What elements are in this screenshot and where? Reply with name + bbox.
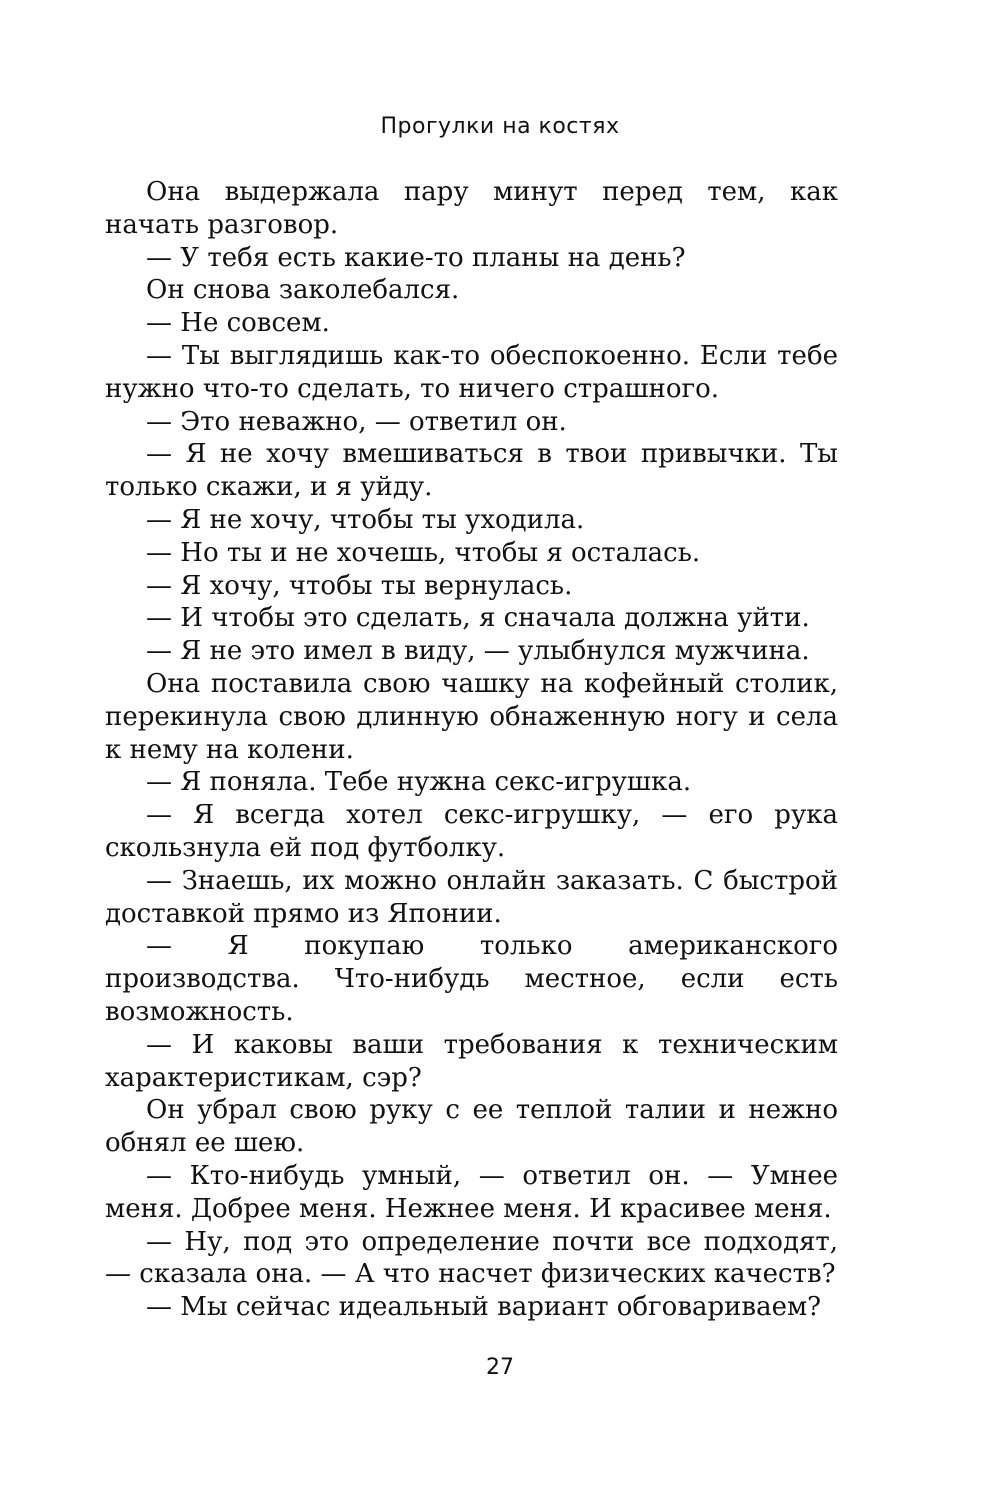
- paragraph: Он снова заколебался.: [146, 275, 460, 306]
- paragraph: — И каковы ваши требования к техническим характеристикам, сэр?: [105, 1029, 838, 1093]
- paragraph: Он убрал свою руку с ее теплой талии и нежно обнял ее шею.: [105, 1095, 838, 1159]
- paragraph: Она выдержала пару минут перед тем, как начать разговор.: [105, 177, 838, 240]
- paragraph: — Но ты и не хочешь, чтобы я осталась.: [146, 537, 701, 568]
- paragraph: — Я не хочу, чтобы ты уходила.: [146, 504, 585, 535]
- paragraph: — Это неважно, — ответил он.: [146, 406, 567, 437]
- page-number: 27: [486, 1355, 514, 1380]
- paragraph: — Я не хочу вмешиваться в твои привычки. Ты только скажи, и я уйду.: [105, 439, 838, 503]
- paragraph: — Ну, под это определение почти все подходят, — сказала она. — А что насчет физических качеств?: [105, 1226, 838, 1290]
- paragraph: — И чтобы это сделать, я сначала должна уйти.: [146, 603, 810, 634]
- running-title: Прогулки на костях: [380, 114, 620, 139]
- paragraph: — Я поняла. Тебе нужна секс-игрушка.: [146, 767, 692, 798]
- paragraph: — Не совсем.: [146, 308, 330, 339]
- paragraph: — Кто-нибудь умный, — ответил он. — Умнее меня. Добрее меня. Нежнее меня. И красивее меня.: [105, 1160, 838, 1224]
- paragraph: — Я всегда хотел секс-игрушку, — его рука скользнула ей под футболку.: [105, 800, 838, 863]
- paragraph: — Знаешь, их можно онлайн заказать. С быстрой доставкой прямо из Японии.: [105, 865, 838, 929]
- paragraph: — Ты выглядишь как-то обеспокоенно. Если тебе нужно что-то сделать, то ничего страшного.: [105, 340, 838, 404]
- paragraph: — Мы сейчас идеальный вариант обговариваем?: [146, 1292, 822, 1323]
- paragraph: — Я хочу, чтобы ты вернулась.: [146, 570, 573, 601]
- body-text: [105, 176, 838, 1324]
- paragraph: — Я покупаю только американского производства. Что-нибудь местное, если есть возможность.: [105, 931, 838, 1027]
- paragraph: — У тебя есть какие-то планы на день?: [146, 242, 686, 273]
- paragraph: Она поставила свою чашку на кофейный столик, перекинула свою длинную обнаженную ногу и села к нему на колени.: [105, 668, 838, 765]
- paragraph: — Я не это имел в виду, — улыбнулся мужчина.: [146, 636, 810, 667]
